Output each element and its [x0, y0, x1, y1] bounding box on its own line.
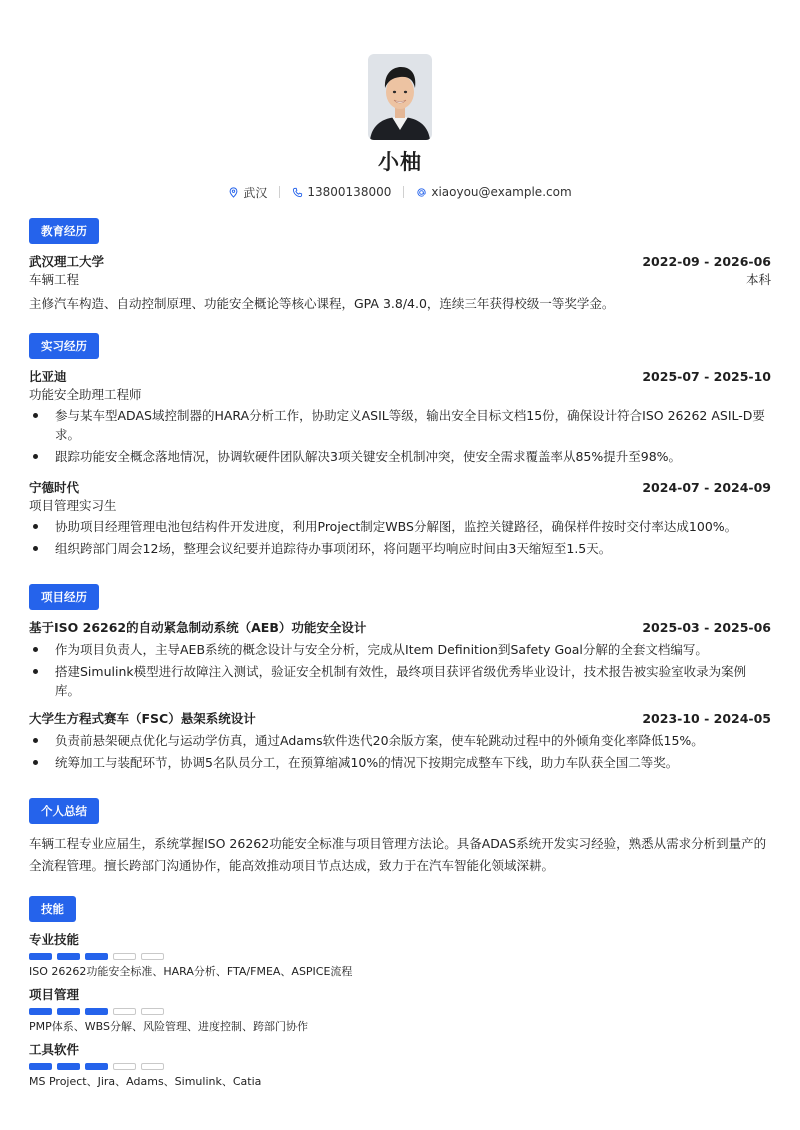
- education-header-row: [29, 253, 771, 271]
- internship-role: 项目管理实习生: [29, 498, 117, 513]
- list-item: 协助项目经理管理电池包结构件开发进度，利用Project制定WBS分解图，监控关键路径，确保样件按时交付率达成100%。: [29, 517, 771, 536]
- list-item: 参与某车型ADAS域控制器的HARA分析工作，协助定义ASIL等级，输出安全目标文档15份，确保设计符合ISO 26262 ASIL-D要求。: [29, 406, 771, 444]
- list-item: 组织跨部门周会12场，整理会议纪要并追踪待办事项闭环，将问题平均响应时间由3天缩短至1.5天。: [29, 539, 771, 558]
- skill-level-bars: [29, 1063, 771, 1070]
- skill-name: 项目管理: [29, 987, 80, 1002]
- skill-name: 专业技能: [29, 932, 80, 947]
- education-dates: 2022-09 - 2026-06: [642, 254, 771, 269]
- skill-description: ISO 26262功能安全标准、HARA分析、FTA/FMEA、ASPICE流程: [29, 965, 353, 978]
- list-item: 搭建Simulink模型进行故障注入测试，验证安全机制有效性，最终项目获评省级优秀毕业设计，技术报告被实验室收录为案例库。: [29, 662, 771, 700]
- phone-text: 13800138000: [307, 185, 392, 199]
- list-item: 负责前悬架硬点优化与运动学仿真，通过Adams软件迭代20余版方案，使车轮跳动过程中的外倾角变化率降低15%。: [29, 731, 771, 750]
- degree: 本科: [745, 272, 771, 287]
- skill-description: MS Project、Jira、Adams、Simulink、Catia: [29, 1075, 262, 1088]
- section-tag-project: 项目经历: [29, 584, 99, 610]
- company-name: 比亚迪: [29, 369, 67, 384]
- email-text: xiaoyou@example.com: [431, 185, 572, 199]
- skill-entry: [29, 931, 771, 980]
- contact-location: [228, 184, 267, 201]
- project-header-row: [29, 619, 771, 637]
- education-section: [29, 218, 771, 315]
- project-title: 大学生方程式赛车（FSC）悬架系统设计: [29, 711, 256, 726]
- section-tag-internship: 实习经历: [29, 333, 99, 359]
- skill-bar-empty: [141, 1063, 164, 1070]
- skill-bar-empty: [141, 1008, 164, 1015]
- major: 车辆工程: [29, 272, 80, 287]
- contact-divider: [279, 186, 280, 198]
- skill-bar-empty: [113, 1008, 136, 1015]
- skill-bar-filled: [57, 953, 80, 960]
- internship-role: 功能安全助理工程师: [29, 387, 142, 402]
- company-name: 宁德时代: [29, 480, 80, 495]
- skill-bar-filled: [85, 1063, 108, 1070]
- skill-bar-empty: [141, 953, 164, 960]
- internship-dates: 2025-07 - 2025-10: [642, 369, 771, 384]
- location-text: 武汉: [243, 185, 268, 200]
- skill-bar-filled: [29, 1063, 52, 1070]
- internship-bullets: [29, 406, 771, 466]
- internship-bullets: [29, 517, 771, 558]
- contact-divider: [403, 186, 404, 198]
- internship-entry: [29, 368, 771, 466]
- candidate-name: 小柚: [378, 150, 422, 174]
- skill-bar-filled: [29, 953, 52, 960]
- skill-bar-filled: [85, 1008, 108, 1015]
- skill-level-bars: [29, 953, 771, 960]
- phone-icon: [292, 187, 303, 198]
- skill-description: PMP体系、WBS分解、风险管理、进度控制、跨部门协作: [29, 1020, 308, 1033]
- skill-name: 工具软件: [29, 1042, 80, 1057]
- section-tag-education: 教育经历: [29, 218, 99, 244]
- skill-entry: [29, 1041, 771, 1090]
- skill-bar-filled: [57, 1063, 80, 1070]
- contact-phone: [292, 185, 391, 199]
- at-sign-icon: [416, 187, 427, 198]
- section-tag-skills: 技能: [29, 896, 76, 922]
- education-description: 主修汽车构造、自动控制原理、功能安全概论等核心课程，GPA 3.8/4.0，连续三年获得校级一等奖学金。: [29, 296, 615, 311]
- section-tag-summary: 个人总结: [29, 798, 99, 824]
- resume-header: [29, 0, 771, 200]
- skill-level-bars: [29, 1008, 771, 1015]
- list-item: 作为项目负责人，主导AEB系统的概念设计与安全分析，完成从Item Definition到Safety Goal分解的全套文档编写。: [29, 640, 771, 659]
- skills-section: [29, 896, 771, 1090]
- internship-entry: [29, 479, 771, 558]
- skill-bar-filled: [57, 1008, 80, 1015]
- location-pin-icon: [228, 187, 239, 198]
- avatar: [368, 54, 432, 140]
- skill-bar-empty: [113, 1063, 136, 1070]
- skill-entry: [29, 986, 771, 1035]
- internship-header-row: [29, 368, 771, 386]
- summary-text: 车辆工程专业应届生，系统掌握ISO 26262功能安全标准与项目管理方法论。具备ADAS系统开发实习经验，熟悉从需求分析到量产的全流程管理。擅长跨部门沟通协作，能高效推动项目节点达成，致力于在汽车智能化领域深耕。: [29, 836, 767, 873]
- list-item: 统筹加工与装配环节，协调5名队员分工，在预算缩减10%的情况下按期完成整车下线，助力车队获全国二等奖。: [29, 753, 771, 772]
- project-bullets: [29, 731, 771, 772]
- skill-bar-filled: [29, 1008, 52, 1015]
- project-entry: [29, 710, 771, 772]
- internship-section: [29, 333, 771, 558]
- project-title: 基于ISO 26262的自动紧急制动系统（AEB）功能安全设计: [29, 620, 367, 635]
- internship-header-row: [29, 479, 771, 497]
- contact-row: [29, 184, 771, 200]
- project-dates: 2025-03 - 2025-06: [642, 620, 771, 635]
- education-sub-row: [29, 271, 771, 288]
- internship-dates: 2024-07 - 2024-09: [642, 480, 771, 495]
- project-section: [29, 584, 771, 772]
- skill-bar-empty: [113, 953, 136, 960]
- skill-bar-filled: [85, 953, 108, 960]
- summary-section: [29, 798, 771, 877]
- project-bullets: [29, 640, 771, 700]
- contact-email: [416, 185, 571, 199]
- school-name: 武汉理工大学: [29, 254, 105, 269]
- project-dates: 2023-10 - 2024-05: [642, 711, 771, 726]
- project-header-row: [29, 710, 771, 728]
- project-entry: [29, 619, 771, 700]
- list-item: 跟踪功能安全概念落地情况，协调软硬件团队解决3项关键安全机制冲突，使安全需求覆盖率从85%提升至98%。: [29, 447, 771, 466]
